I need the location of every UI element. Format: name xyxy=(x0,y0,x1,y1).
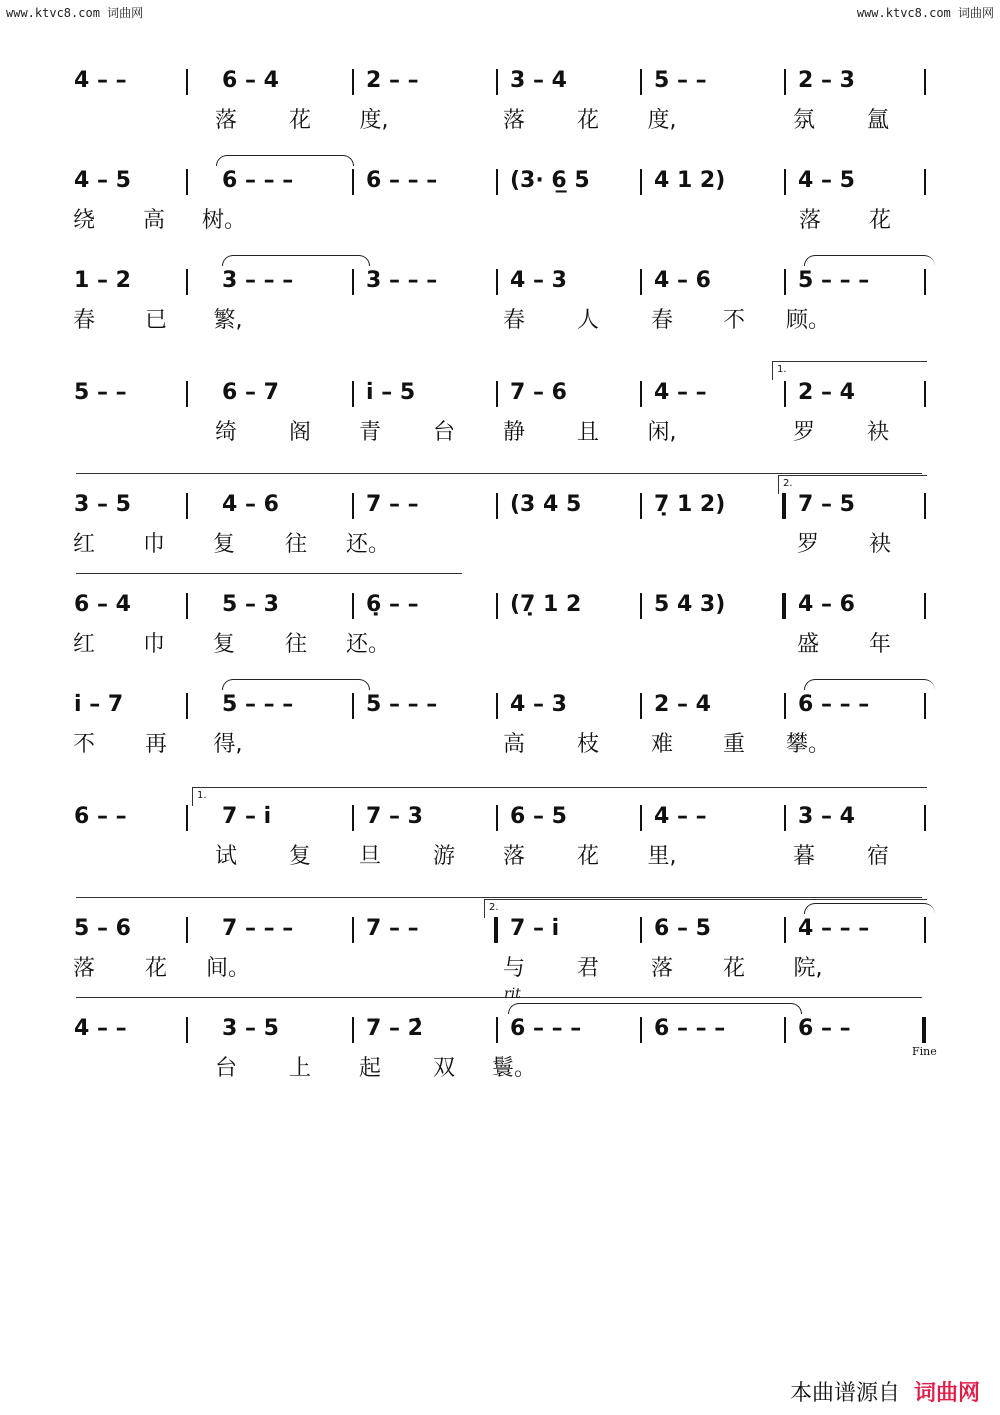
measure: 7 – 3 xyxy=(354,801,498,831)
measure: 4 – – xyxy=(642,377,786,407)
measure: 2 – 3 xyxy=(786,65,926,95)
measure: 4 – – – xyxy=(786,913,926,943)
measure: 1 – 2 xyxy=(74,265,210,295)
measure: i̇ – 7 xyxy=(74,689,210,719)
score-system-4 xyxy=(74,364,930,467)
phrase-line xyxy=(76,573,462,574)
measure: 4 – 6 xyxy=(642,265,786,295)
phrase-line xyxy=(76,473,922,474)
measure: 4 – 3 xyxy=(498,689,642,719)
measure: 7 – i̇ xyxy=(210,801,354,831)
measure: 5 – – xyxy=(74,377,210,407)
score-system-1 xyxy=(74,65,930,155)
measure: (3· 6̲ 5 xyxy=(498,165,642,195)
measure: (7̣ 1 2 xyxy=(498,589,642,619)
measure: 7 – 6 xyxy=(498,377,642,407)
lyrics-line: 台 上 起 双 鬟。 xyxy=(214,1056,537,1081)
measure: 5 – – – xyxy=(210,689,354,719)
source-text: 本曲谱源自 xyxy=(789,1381,900,1406)
measure: 7 – 2̇ xyxy=(354,1013,498,1043)
measure: 6 – – – xyxy=(642,1013,786,1043)
measure: 4 – – xyxy=(642,801,786,831)
volta-bracket: 1. xyxy=(772,361,927,380)
measure: (3 4 5 xyxy=(498,489,642,519)
phrase-line xyxy=(76,997,922,998)
measure: 4 – – xyxy=(74,1013,210,1043)
site-watermark-right[interactable]: www.ktvc8.com 词曲网 xyxy=(856,6,994,20)
lyrics-line: 红 巾 复 往 还。 盛 年 xyxy=(72,632,892,657)
measure: 5 – 3 xyxy=(210,589,354,619)
brand-logo[interactable]: 词曲网 xyxy=(913,1381,980,1406)
lyrics-line: 不 再 得, 高 枝 难 重 攀。 xyxy=(72,732,831,757)
measure: 6̣ – – xyxy=(354,589,498,619)
measure: 6 – – xyxy=(74,801,210,831)
measure: 4 – – xyxy=(74,65,210,95)
measure: 7 – i̇ xyxy=(498,913,642,943)
measure: 4 – 6 xyxy=(786,589,926,619)
measure: 4 – 3 xyxy=(498,265,642,295)
measure: 6 – 4 xyxy=(210,65,354,95)
score-system-8 xyxy=(74,790,930,891)
score-system-3 xyxy=(74,265,930,355)
measure: 3 – 5 xyxy=(210,1013,354,1043)
measure: 2 – 4 xyxy=(786,377,926,407)
measure: 3 – – – xyxy=(354,265,498,295)
measure: 4 – 6 xyxy=(210,489,354,519)
score-system-7 xyxy=(74,689,930,779)
measure: 6 – 4 xyxy=(74,589,210,619)
score-system-5 xyxy=(72,478,930,579)
score-system-10 xyxy=(74,1013,937,1103)
lyrics-line: 落 花 间。 与 君 落 花 院, xyxy=(72,956,823,981)
volta-bracket: 2. xyxy=(484,899,927,918)
measure: 5 – – – xyxy=(786,265,926,295)
measure: 4 1 2) xyxy=(642,165,786,195)
source-credit[interactable] xyxy=(790,1376,980,1407)
measure: 3 – 5 xyxy=(74,489,210,519)
measure: 5 – – – xyxy=(354,689,498,719)
measure: 5 – – xyxy=(642,65,786,95)
measure: 6 – 5 xyxy=(642,913,786,943)
lyrics-line: 试 复 旦 游 落 花 里, 暮 宿 xyxy=(214,844,890,869)
measure: 2 – 4 xyxy=(642,689,786,719)
measure: 6 – 5 xyxy=(498,801,642,831)
volta-bracket: 1. xyxy=(192,787,927,806)
lyrics-line: 落 花 度, 落 花 度, 氛 氲 xyxy=(214,108,890,133)
ritardando-mark: rit xyxy=(504,986,521,1002)
measure: 3 – 4 xyxy=(498,65,642,95)
phrase-line xyxy=(76,897,922,898)
measure: 5 4 3) xyxy=(642,589,786,619)
score-system-2 xyxy=(74,165,930,255)
fine-marking: Fine xyxy=(912,1045,937,1058)
measure: 7 – – – xyxy=(210,913,354,943)
measure: 6 – – – xyxy=(498,1013,642,1043)
measure: 3 – – – xyxy=(210,265,354,295)
measure: 7 – – xyxy=(354,913,498,943)
lyrics-line: 绮 阁 青 台 静 且 闲, 罗 袂 xyxy=(214,420,890,445)
measure: 6 – – – xyxy=(354,165,498,195)
measure: 6 – – – xyxy=(786,689,926,719)
measure: 7 – – xyxy=(354,489,498,519)
volta-bracket: 2. xyxy=(778,475,927,494)
measure: 6 – – – xyxy=(210,165,354,195)
measure: 3 – 4 xyxy=(786,801,926,831)
measure: 7 – 5 xyxy=(786,489,926,519)
lyrics-line: 红 巾 复 往 还。 罗 袂 xyxy=(72,532,892,557)
measure: 4 – 5 xyxy=(786,165,926,195)
measure: i̇ – 5 xyxy=(354,377,498,407)
lyrics-line: 绕 高 树。 落 花 xyxy=(72,208,892,233)
lyrics-line: 春 已 繁, 春 人 春 不 顾。 xyxy=(72,308,831,333)
measure: 5 – 6 xyxy=(74,913,210,943)
measure: 6 – 7 xyxy=(210,377,354,407)
measure: 7̣ 1 2) xyxy=(642,489,786,519)
measure: 4 – 5 xyxy=(74,165,210,195)
score-system-6 xyxy=(74,589,930,679)
score-system-9 xyxy=(72,902,930,1003)
site-watermark-left[interactable]: www.ktvc8.com 词曲网 xyxy=(6,6,144,20)
measure: 2 – – xyxy=(354,65,498,95)
measure: 6 – – xyxy=(786,1013,926,1043)
